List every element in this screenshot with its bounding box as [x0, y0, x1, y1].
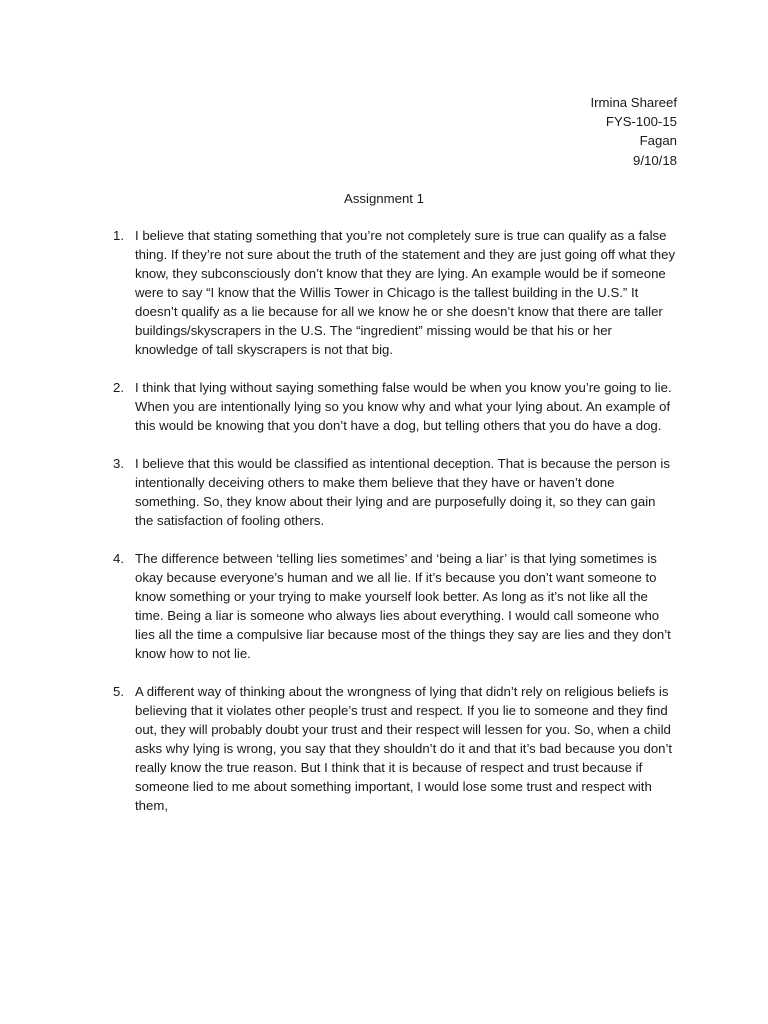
course-code: FYS-100-15: [605, 114, 677, 130]
answer-number: 2.: [113, 380, 124, 395]
answer-item-5: [113, 682, 677, 815]
answer-list: [113, 226, 677, 834]
answer-item-1: [113, 226, 677, 359]
answer-text: The difference between ‘telling lies sometimes’ and ‘being a liar’ is that lying sometimes is okay because everyone’s human and we all lie. If it’s because you don’t want someone to know something or your trying to make yourself look better. As long as it’s not like all the time. Being a liar is someone who always lies about everything. I would call someone who lies all the time a compulsive liar because most of the things they say are lies and they don’t know how to not lie.: [135, 551, 671, 661]
answer-text: A different way of thinking about the wrongness of lying that didn’t rely on religious beliefs is believing that it violates other people’s trust and respect. If you lie to someone and they find out, they will probably doubt your trust and their respect will lessen for you. So, when a child asks why lying is wrong, you say that they shouldn’t do it and that it’s bad because you don’t really know the true reason. But I think that it is because of respect and trust because if someone lied to me about something important, I would lose some trust and respect with them,: [135, 684, 673, 813]
answer-number: 5.: [113, 684, 124, 699]
answer-item-2: [113, 378, 677, 435]
answer-text: I believe that stating something that you’re not completely sure is true can qualify as a false thing. If they’re not sure about the truth of the statement and they are just going off what they know, they subconsciously don’t know that they are lying. An example would be if someone were to say “I know that the Willis Tower in Chicago is the tallest building in the U.S.” It doesn’t qualify as a lie because for all we know he or she doesn’t know that there are taller buildings/skyscrapers in the U.S. The “ingredient” missing would be that his or her knowledge of tall skyscrapers is not that big.: [135, 228, 676, 357]
answer-item-3: [113, 454, 677, 530]
document-date: 9/10/18: [633, 152, 677, 168]
answer-text: I believe that this would be classified as intentional deception. That is because the person is intentionally deceiving others to make them believe that they have or haven’t done something. So, they know about their lying and are purposefully doing it, so they can gain the satisfaction of fooling others.: [135, 456, 670, 528]
answer-number: 4.: [113, 551, 124, 566]
author-name: Irmina Shareef: [590, 95, 677, 110]
document-title: Assignment 1: [344, 191, 424, 206]
instructor-name: Fagan: [639, 133, 677, 149]
answer-item-4: [113, 549, 677, 663]
heading-block: [591, 93, 678, 170]
answer-text: I think that lying without saying something false would be when you know you’re going to lie. When you are intentionally lying so you know why and what your lying about. An example of this would be knowing that you don’t have a dog, but telling others that you do have a dog.: [135, 380, 672, 433]
answer-number: 3.: [113, 456, 124, 471]
answer-number: 1.: [113, 228, 124, 243]
